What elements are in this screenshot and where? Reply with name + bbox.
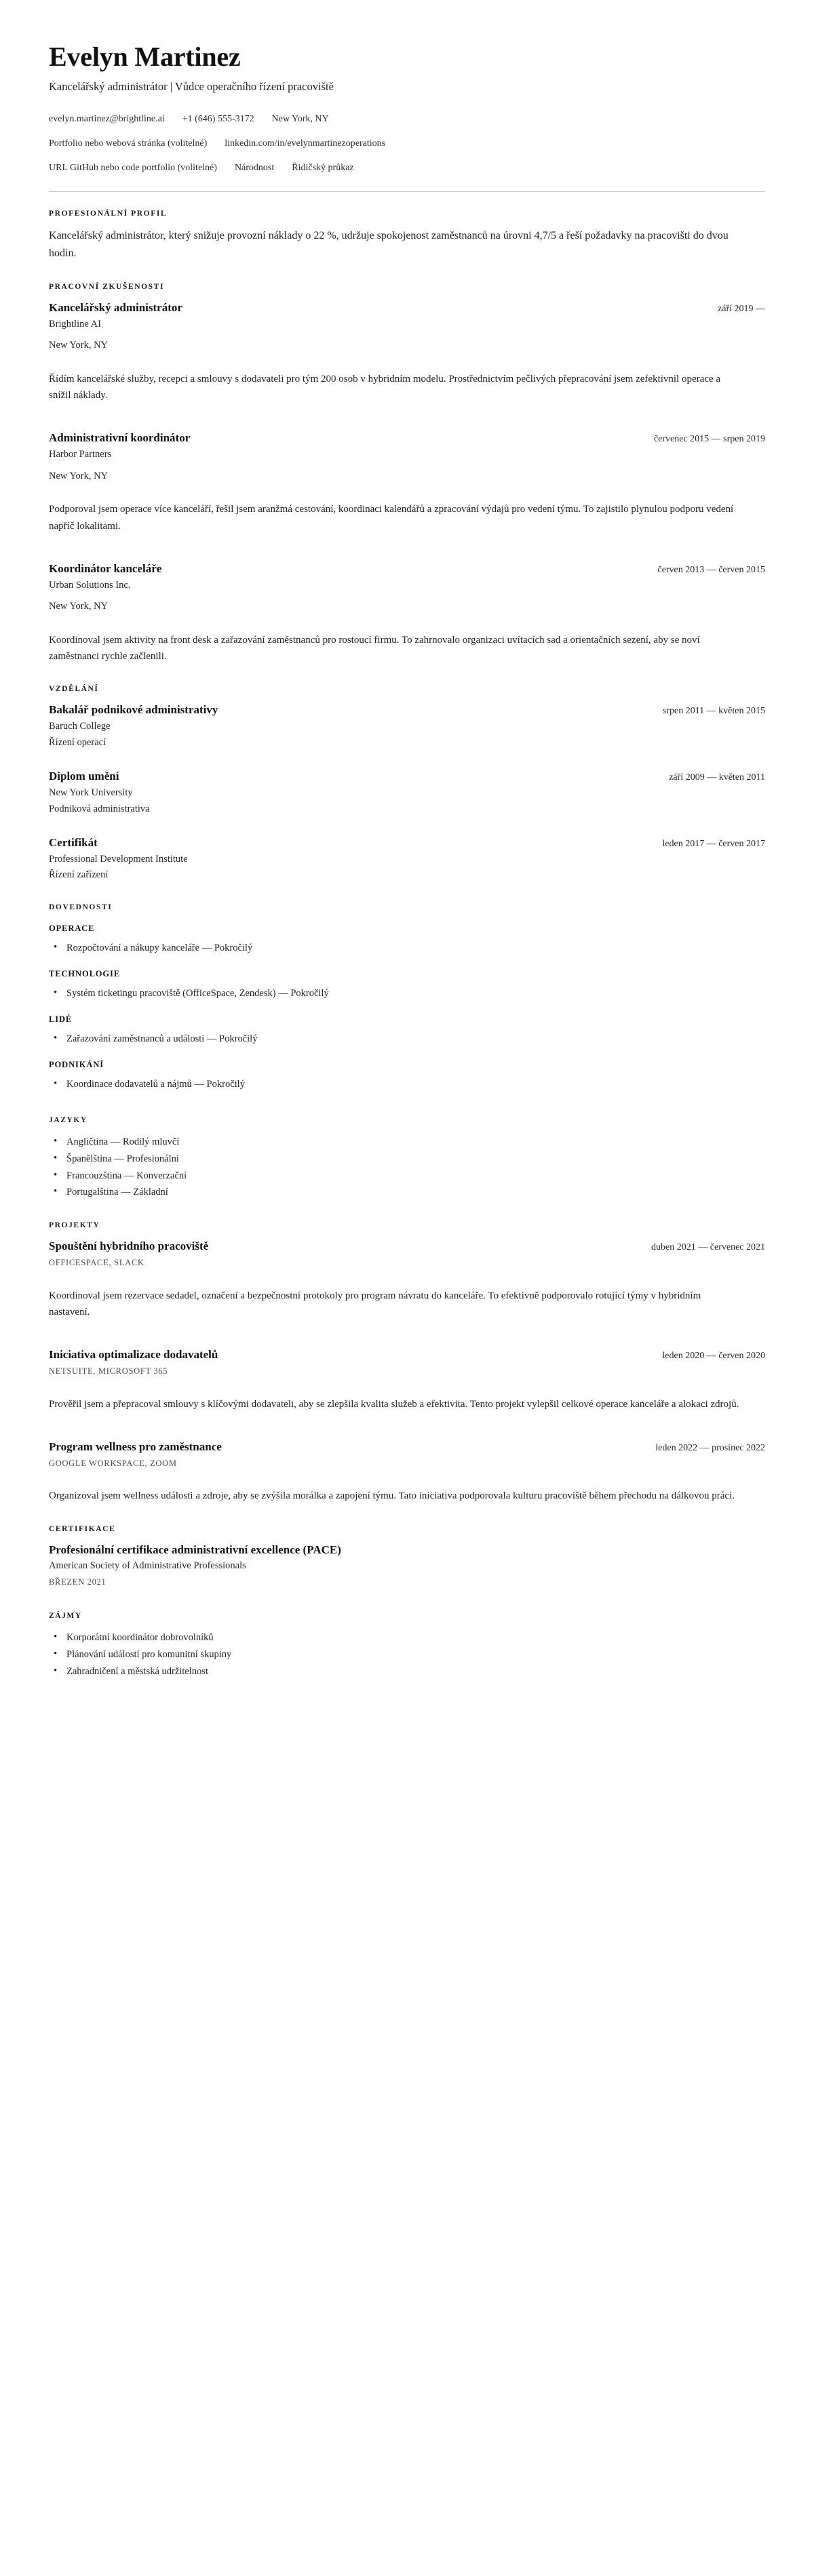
project-description: Koordinoval jsem rezervace sedadel, označení a bezpečnostní protokoly pro program návratu do kanceláře. To efektivně podporovalo rotující týmy v hybridním nastavení. (49, 1290, 701, 1318)
skill-category-label: OPERACE (49, 923, 95, 933)
education-entry-head (49, 702, 765, 718)
section-heading-profile: PROFESIONÁLNÍ PROFIL (49, 210, 168, 218)
contact-location: New York, NY (271, 114, 329, 125)
skill-group (49, 1060, 765, 1093)
education-field: Řízení operací (49, 736, 106, 748)
language-item: • Španělština — Profesionální (49, 1151, 765, 1168)
experience-date: červenec 2015 — srpen 2019 (653, 434, 765, 445)
skill-category-label: TECHNOLOGIE (49, 968, 121, 978)
project-description: Organizoval jsem wellness události a zdroje, aby se zvýšila morálka a zapojení týmu. Tato iniciativa podporovala kulturu pracoviště během přechodu na dálkovou práci. (49, 1490, 735, 1502)
project-name: Iniciativa optimalizace dodavatelů (49, 1348, 218, 1362)
certification-issuer: American Society of Administrative Professionals (49, 1560, 246, 1572)
profile-summary-text: Kancelářský administrátor, který snižuje provozní náklady o 22 %, udržuje spokojenost zaměstnanců na úrovni 4,7/5 a řeší požadavky na pracovišti do dvou hodin. (49, 230, 729, 259)
experience-entry (49, 431, 765, 534)
interest-item: • Zahradničení a městská udržitelnost (49, 1663, 765, 1680)
page-title: Evelyn Martinez (49, 41, 241, 72)
experience-role: Kancelářský administrátor (49, 300, 182, 314)
skill-item: • Zařazování zaměstnanců a události — Pokročilý (49, 1031, 765, 1048)
section-skills (49, 903, 765, 1093)
project-name: Spouštění hybridního pracoviště (49, 1240, 209, 1253)
experience-entry-head (49, 431, 765, 446)
section-interests (49, 1612, 765, 1680)
skill-list (49, 1031, 765, 1048)
skill-item: • Systém ticketingu pracoviště (OfficeSpace, Zendesk) — Pokročilý (49, 985, 765, 1002)
skill-group (49, 924, 765, 957)
skill-item: • Rozpočtování a nákupy kanceláře — Pokročilý (49, 940, 765, 957)
skill-list (49, 985, 765, 1002)
skill-category-label: PODNIKÁNÍ (49, 1059, 104, 1069)
education-entry-head (49, 769, 765, 785)
project-date: duben 2021 — červenec 2021 (651, 1242, 765, 1253)
contact-github[interactable]: URL GitHub nebo code portfolio (volitelné) (49, 163, 217, 174)
education-entry (49, 702, 765, 750)
experience-role: Administrativní koordinátor (49, 431, 191, 445)
project-entry-head (49, 1440, 765, 1455)
education-entry (49, 835, 765, 883)
project-entry (49, 1347, 765, 1412)
experience-description: Podporoval jsem operace více kanceláří, řešil jsem aranžmá cestování, koordinaci kalendářů a zpracování výdajů pro vedení týmu. To zajistilo plynulou podporu vedení napříč lokalitami. (49, 504, 734, 532)
section-heading-skills: DOVEDNOSTI (49, 903, 113, 911)
spacer (49, 1419, 765, 1440)
skill-category-label: LIDÉ (49, 1014, 73, 1024)
spacer (49, 410, 765, 431)
interest-list (49, 1629, 765, 1680)
education-field: Řízení zařízení (49, 869, 109, 881)
language-item: • Francouzština — Konverzační (49, 1168, 765, 1185)
education-entry (49, 769, 765, 816)
experience-date: červen 2013 — červen 2015 (657, 564, 765, 575)
project-description: Prověřil jsem a přepracoval smlouvy s klíčovými dodavateli, aby se zlepšila kvalita služeb a efektivita. Tento projekt vylepšil celkové operace kanceláře a alokaci zdrojů. (49, 1398, 739, 1410)
education-date: srpen 2011 — květen 2015 (662, 706, 765, 717)
education-school: Baruch College (49, 721, 111, 732)
contact-line-secondary (49, 136, 765, 151)
skill-list (49, 940, 765, 957)
language-list (49, 1134, 765, 1202)
education-entry-head (49, 835, 765, 851)
section-profile (49, 210, 765, 262)
contact-portfolio[interactable]: Portfolio nebo webová stránka (volitelné) (49, 138, 208, 149)
interest-item: • Plánování událostí pro komunitní skupiny (49, 1646, 765, 1663)
section-heading-education: VZDĚLÁNÍ (49, 685, 99, 694)
interest-item: • Korporátní koordinátor dobrovolníků (49, 1629, 765, 1646)
experience-location: New York, NY (49, 601, 109, 612)
section-experience (49, 283, 765, 665)
project-entry-head (49, 1347, 765, 1363)
certification-entry (49, 1543, 765, 1589)
contact-linkedin[interactable]: linkedin.com/in/evelynmartinezoperations (225, 138, 386, 149)
project-tech: OFFICESPACE, SLACK (49, 1258, 144, 1268)
skill-group (49, 969, 765, 1002)
contact-drivers-license: Řidičský průkaz (292, 163, 354, 174)
project-name: Program wellness pro zaměstnance (49, 1440, 222, 1453)
section-heading-certifications: CERTIFIKACE (49, 1524, 116, 1533)
contact-nationality: Národnost (234, 163, 275, 174)
education-school: Professional Development Institute (49, 853, 188, 865)
contact-phone[interactable]: +1 (646) 555-3172 (182, 114, 254, 125)
project-entry-head (49, 1239, 765, 1254)
contact-line-tertiary (49, 161, 765, 175)
education-date: leden 2017 — červen 2017 (662, 839, 765, 850)
education-degree: Diplom umění (49, 770, 119, 783)
education-degree: Bakalář podnikové administrativy (49, 703, 218, 717)
experience-entry-head (49, 561, 765, 577)
professional-headline: Kancelářský administrátor | Vůdce operačního řízení pracoviště (49, 79, 334, 93)
section-projects (49, 1221, 765, 1504)
project-tech: GOOGLE WORKSPACE, ZOOM (49, 1458, 177, 1468)
project-tech: NETSUITE, MICROSOFT 365 (49, 1366, 168, 1376)
language-item: • Portugalština — Základní (49, 1184, 765, 1201)
experience-location: New York, NY (49, 470, 109, 481)
section-heading-experience: PRACOVNÍ ZKUŠENOSTI (49, 282, 165, 291)
education-degree: Certifikát (49, 836, 98, 850)
resume-header (49, 42, 765, 175)
education-field: Podniková administrativa (49, 803, 150, 814)
project-entry (49, 1239, 765, 1320)
experience-description: Řídím kancelářské služby, recepci a smlouvy s dodavateli pro tým 200 osob v hybridním modelu. Prostřednictvím pečlivých přepracování jsem zefektivnil operace a snížil náklady. (49, 373, 720, 401)
experience-date: září 2019 — (718, 303, 765, 314)
spacer (49, 1327, 765, 1347)
experience-company: Urban Solutions Inc. (49, 579, 131, 591)
experience-entry-head (49, 300, 765, 316)
section-education (49, 685, 765, 883)
experience-role: Koordinátor kanceláře (49, 561, 162, 575)
education-school: New York University (49, 787, 133, 799)
skill-list (49, 1076, 765, 1093)
section-heading-languages: JAZYKY (49, 1115, 88, 1124)
language-item: • Angličtina — Rodilý mluvčí (49, 1134, 765, 1151)
education-date: září 2009 — květen 2011 (669, 772, 765, 783)
section-certifications (49, 1525, 765, 1589)
spacer (49, 757, 765, 769)
contact-email[interactable]: evelyn.martinez@brightline.ai (49, 114, 165, 125)
certification-name: Profesionální certifikace administrativní excellence (PACE) (49, 1543, 341, 1556)
project-date: leden 2020 — červen 2020 (662, 1351, 765, 1362)
section-heading-interests: ZÁJMY (49, 1612, 82, 1621)
experience-company: Harbor Partners (49, 449, 112, 460)
skill-group (49, 1014, 765, 1048)
experience-company: Brightline AI (49, 318, 101, 330)
certification-date: BŘEZEN 2021 (49, 1577, 106, 1587)
resume-content (49, 42, 765, 1680)
project-date: leden 2022 — prosinec 2022 (655, 1442, 765, 1453)
experience-entry (49, 300, 765, 403)
project-entry (49, 1440, 765, 1505)
experience-description: Koordinoval jsem aktivity na front desk a zařazování zaměstnanců pro rostoucí firmu. To zahrnovalo organizaci uvítacích sad a orientačních sezení, aby se noví zaměstnanci rychle začlenili. (49, 634, 700, 662)
header-divider (49, 191, 765, 192)
experience-entry (49, 561, 765, 665)
section-heading-projects: PROJEKTY (49, 1221, 100, 1230)
skill-item: • Koordinace dodavatelů a nájmů — Pokročilý (49, 1076, 765, 1093)
section-languages (49, 1116, 765, 1202)
spacer (49, 541, 765, 561)
contact-line-primary (49, 112, 765, 126)
experience-location: New York, NY (49, 340, 109, 351)
spacer (49, 823, 765, 835)
